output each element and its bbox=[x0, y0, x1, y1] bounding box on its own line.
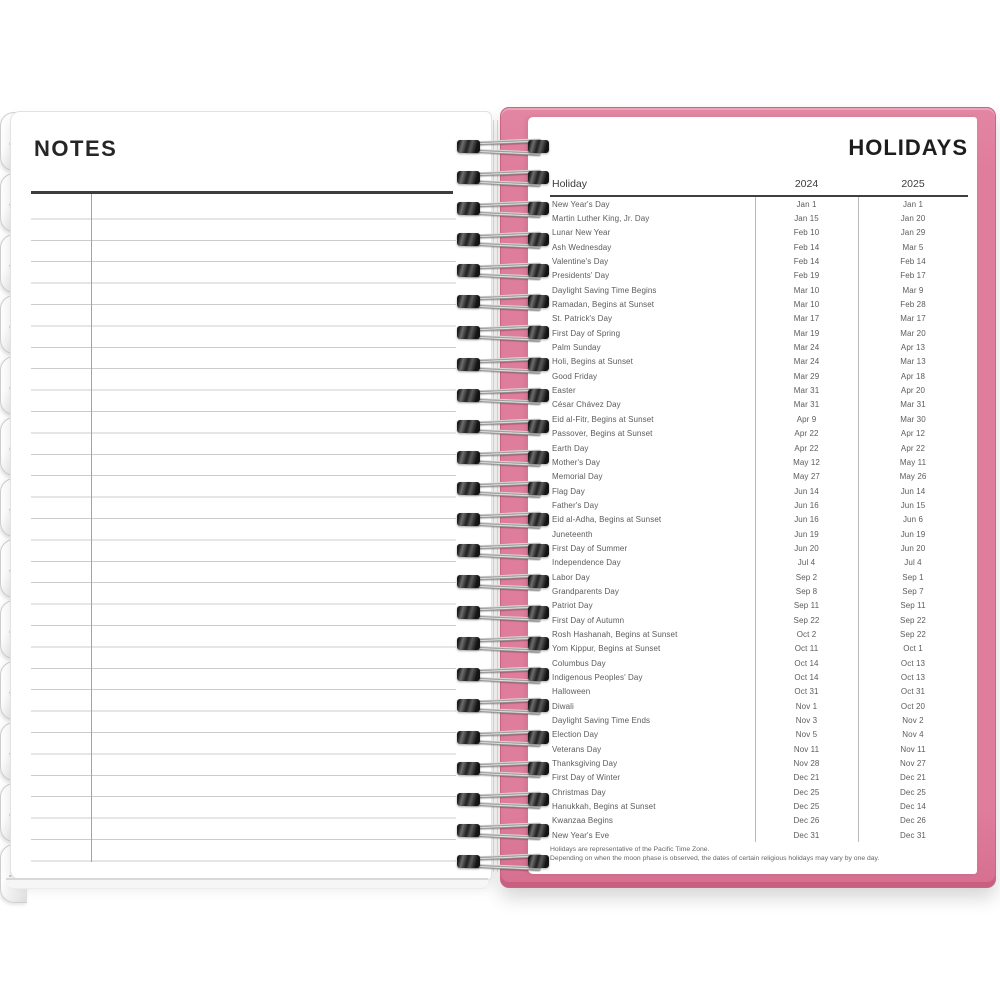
holiday-row bbox=[550, 484, 968, 498]
holiday-row bbox=[550, 498, 968, 512]
holiday-row bbox=[550, 312, 968, 326]
date-2024: Nov 11 bbox=[793, 744, 820, 754]
date-2025: Nov 27 bbox=[900, 759, 926, 769]
spiral-loop bbox=[457, 388, 549, 404]
spiral-loop bbox=[457, 636, 549, 652]
holiday-name: First Day of Winter bbox=[552, 773, 621, 783]
holiday-row bbox=[550, 254, 968, 268]
date-2024: Sep 11 bbox=[793, 601, 820, 611]
date-2024: Jul 4 bbox=[797, 558, 816, 568]
date-2025: Oct 1 bbox=[903, 644, 923, 654]
date-2025: Jun 20 bbox=[900, 543, 926, 553]
holiday-name: Memorial Day bbox=[552, 472, 603, 482]
date-2024: Jun 16 bbox=[794, 500, 819, 510]
spiral-loop bbox=[457, 325, 549, 341]
ruled-lines bbox=[31, 198, 456, 864]
date-2024: Jun 16 bbox=[794, 515, 819, 525]
date-2025: Sep 11 bbox=[900, 601, 926, 611]
date-2024: Oct 2 bbox=[796, 629, 817, 639]
notes-page-title: NOTES bbox=[34, 136, 118, 161]
date-2024: Oct 14 bbox=[794, 658, 819, 668]
holiday-name: Veterans Day bbox=[552, 744, 602, 754]
spiral-loop bbox=[457, 450, 549, 466]
date-2024: Oct 31 bbox=[794, 687, 819, 697]
date-2024: Feb 10 bbox=[793, 228, 820, 238]
holiday-row bbox=[550, 211, 968, 225]
spiral-loop bbox=[457, 357, 549, 373]
margin-line bbox=[91, 194, 92, 862]
holiday-name: Yom Kippur, Begins at Sunset bbox=[552, 644, 661, 654]
column-divider bbox=[755, 197, 756, 842]
holiday-row bbox=[550, 656, 968, 670]
date-2024: Mar 31 bbox=[793, 386, 820, 396]
date-2024: Sep 8 bbox=[795, 586, 818, 596]
spiral-loop bbox=[457, 761, 549, 777]
holiday-row bbox=[550, 728, 968, 742]
date-2025: Apr 13 bbox=[900, 343, 926, 353]
date-2024: Oct 11 bbox=[794, 644, 819, 654]
date-2025: Mar 30 bbox=[900, 414, 926, 424]
holiday-name: Indigenous Peoples' Day bbox=[552, 673, 643, 683]
holiday-name: St. Patrick's Day bbox=[552, 314, 613, 324]
date-2025: Oct 13 bbox=[900, 658, 926, 668]
date-2025: May 11 bbox=[899, 457, 927, 467]
holiday-name: Independence Day bbox=[552, 558, 621, 568]
holiday-row bbox=[550, 412, 968, 426]
date-2025: Mar 13 bbox=[900, 357, 926, 367]
date-2024: Mar 10 bbox=[793, 300, 820, 310]
holiday-row bbox=[550, 383, 968, 397]
date-2024: Mar 29 bbox=[793, 371, 820, 381]
holiday-row bbox=[550, 240, 968, 254]
holiday-row bbox=[550, 742, 968, 756]
spiral-loop bbox=[457, 481, 549, 497]
holidays-page-title: HOLIDAYS bbox=[848, 135, 968, 160]
holiday-row bbox=[550, 355, 968, 369]
holiday-row bbox=[550, 799, 968, 813]
holiday-name: Passover, Begins at Sunset bbox=[552, 429, 653, 439]
date-2024: Dec 25 bbox=[793, 802, 820, 812]
date-2025: Nov 2 bbox=[902, 716, 924, 726]
date-2024: Apr 22 bbox=[794, 429, 819, 439]
holidays-table-header bbox=[550, 176, 968, 195]
date-2024: Mar 10 bbox=[793, 285, 820, 295]
holiday-name: Daylight Saving Time Ends bbox=[552, 716, 651, 726]
spiral-binding bbox=[457, 0, 549, 1000]
holiday-row bbox=[550, 699, 968, 713]
date-2025: Mar 31 bbox=[900, 400, 926, 410]
date-2024: Feb 14 bbox=[793, 257, 820, 267]
spiral-loop bbox=[457, 667, 549, 683]
date-2024: Sep 2 bbox=[795, 572, 818, 582]
date-2024: Apr 22 bbox=[794, 443, 819, 453]
holiday-name: Thanksgiving Day bbox=[552, 759, 618, 769]
holiday-row bbox=[550, 527, 968, 541]
date-2025: Jun 14 bbox=[900, 486, 926, 496]
holiday-name: Election Day bbox=[552, 730, 599, 740]
holiday-name: First Day of Summer bbox=[552, 543, 628, 553]
holiday-name: Easter bbox=[552, 386, 576, 396]
notes-page bbox=[10, 111, 492, 880]
date-2025: Nov 11 bbox=[900, 744, 926, 754]
spiral-loop bbox=[457, 730, 549, 746]
holiday-name: Ramadan, Begins at Sunset bbox=[552, 300, 655, 310]
holiday-name: Martin Luther King, Jr. Day bbox=[552, 214, 650, 224]
date-2024: Jun 20 bbox=[794, 543, 819, 553]
holiday-name: Eid al-Fitr, Begins at Sunset bbox=[552, 414, 654, 424]
date-2024: Mar 19 bbox=[793, 328, 820, 338]
date-2024: Nov 1 bbox=[795, 701, 818, 711]
spiral-loop bbox=[457, 232, 549, 248]
holiday-name: New Year's Day bbox=[552, 199, 610, 209]
holiday-row bbox=[550, 441, 968, 455]
date-2024: Feb 19 bbox=[793, 271, 820, 281]
date-2024: Mar 31 bbox=[793, 400, 820, 410]
date-2025: Mar 9 bbox=[902, 285, 924, 295]
holiday-name: First Day of Spring bbox=[552, 328, 621, 338]
spiral-loop bbox=[457, 605, 549, 621]
holiday-row bbox=[550, 340, 968, 354]
date-2025: Dec 14 bbox=[900, 802, 926, 812]
holiday-row bbox=[550, 627, 968, 641]
date-2024: Jan 1 bbox=[796, 199, 817, 209]
date-2024: Apr 9 bbox=[796, 414, 817, 424]
date-2025: Jan 1 bbox=[902, 199, 924, 209]
date-2024: Dec 21 bbox=[793, 773, 820, 783]
date-2024: Nov 3 bbox=[795, 716, 818, 726]
holiday-name: Flag Day bbox=[552, 486, 585, 496]
holiday-name: Mother's Day bbox=[552, 457, 601, 467]
holiday-row bbox=[550, 756, 968, 770]
date-2025: Mar 17 bbox=[900, 314, 926, 324]
date-2024: Mar 17 bbox=[793, 314, 820, 324]
date-2024: Feb 14 bbox=[793, 242, 820, 252]
holiday-row bbox=[550, 584, 968, 598]
date-2025: Dec 25 bbox=[900, 787, 926, 797]
date-2025: Apr 18 bbox=[900, 371, 926, 381]
holiday-name: Ash Wednesday bbox=[552, 242, 612, 252]
spiral-loop bbox=[457, 419, 549, 435]
date-2025: Feb 14 bbox=[900, 257, 926, 267]
holidays-table-body bbox=[550, 197, 968, 842]
date-2025: Sep 7 bbox=[902, 586, 924, 596]
holiday-row bbox=[550, 269, 968, 283]
date-2025: Mar 20 bbox=[900, 328, 926, 338]
holiday-row bbox=[550, 297, 968, 311]
holiday-name: Rosh Hashanah, Begins at Sunset bbox=[552, 629, 678, 639]
date-2025: Sep 22 bbox=[900, 615, 926, 625]
holiday-name: Palm Sunday bbox=[552, 343, 601, 353]
date-2025: Apr 22 bbox=[900, 443, 926, 453]
footnote-line: Holidays are representative of the Pacific Time Zone. bbox=[550, 846, 710, 854]
spiral-loop bbox=[457, 263, 549, 279]
date-2025: Jul 4 bbox=[904, 558, 922, 568]
date-2024: Mar 24 bbox=[793, 357, 820, 367]
date-2025: Oct 20 bbox=[900, 701, 926, 711]
holidays-page bbox=[528, 117, 977, 874]
date-2024: Dec 31 bbox=[793, 830, 820, 840]
date-2024: Sep 22 bbox=[793, 615, 820, 625]
date-2024: Oct 14 bbox=[794, 673, 819, 683]
date-2025: Jan 29 bbox=[900, 228, 926, 238]
holiday-row bbox=[550, 713, 968, 727]
footnote-line: Depending on when the moon phase is observed, the dates of certain religious holidays may vary by one day. bbox=[550, 855, 880, 863]
date-2024: Jun 14 bbox=[794, 486, 819, 496]
holiday-name: Halloween bbox=[552, 687, 591, 697]
date-2024: Nov 28 bbox=[793, 759, 820, 769]
date-2025: Jan 20 bbox=[900, 214, 926, 224]
page-stack-edge bbox=[6, 878, 488, 889]
date-2025: Feb 17 bbox=[900, 271, 926, 281]
holiday-name: Father's Day bbox=[552, 500, 599, 510]
header-2025: 2025 bbox=[901, 178, 925, 190]
spiral-loop bbox=[457, 574, 549, 590]
spiral-loop bbox=[457, 792, 549, 808]
date-2025: Feb 28 bbox=[900, 300, 926, 310]
spiral-loop bbox=[457, 854, 549, 870]
holiday-row bbox=[550, 427, 968, 441]
holiday-name: Juneteenth bbox=[552, 529, 593, 539]
date-2024: Jun 19 bbox=[794, 529, 819, 539]
spiral-loop bbox=[457, 823, 549, 839]
holiday-row bbox=[550, 470, 968, 484]
holiday-name: First Day of Autumn bbox=[552, 615, 625, 625]
date-2024: May 27 bbox=[793, 472, 820, 482]
date-2024: Dec 25 bbox=[793, 787, 820, 797]
holiday-row bbox=[550, 785, 968, 799]
date-2025: Nov 4 bbox=[902, 730, 924, 740]
holiday-name: Hanukkah, Begins at Sunset bbox=[552, 802, 656, 812]
holiday-row bbox=[550, 369, 968, 383]
holiday-name: Holi, Begins at Sunset bbox=[552, 357, 633, 367]
spiral-loop bbox=[457, 170, 549, 186]
date-2024: Mar 24 bbox=[793, 343, 820, 353]
holiday-name: Columbus Day bbox=[552, 658, 606, 668]
holiday-name: Presidents' Day bbox=[552, 271, 610, 281]
notes-title-rule bbox=[31, 191, 453, 194]
date-2025: Jun 19 bbox=[900, 529, 926, 539]
spiral-loop bbox=[457, 698, 549, 714]
holiday-row bbox=[550, 670, 968, 684]
date-2025: May 26 bbox=[899, 472, 927, 482]
date-2025: Sep 1 bbox=[902, 572, 924, 582]
spiral-loop bbox=[457, 294, 549, 310]
date-2025: Apr 12 bbox=[900, 429, 926, 439]
date-2025: Apr 20 bbox=[900, 386, 926, 396]
date-2025: Dec 21 bbox=[900, 773, 926, 783]
date-2024: May 12 bbox=[793, 457, 820, 467]
holiday-name: César Chávez Day bbox=[552, 400, 621, 410]
date-2025: Jun 15 bbox=[900, 500, 926, 510]
spiral-loop bbox=[457, 201, 549, 217]
holiday-row bbox=[550, 455, 968, 469]
date-2024: Dec 26 bbox=[793, 816, 820, 826]
holiday-row bbox=[550, 814, 968, 828]
holiday-name: Lunar New Year bbox=[552, 228, 611, 238]
holiday-row bbox=[550, 613, 968, 627]
holiday-row bbox=[550, 642, 968, 656]
holiday-name: New Year's Eve bbox=[552, 830, 610, 840]
holidays-footnotes bbox=[550, 846, 968, 863]
column-divider bbox=[858, 197, 859, 842]
header-2024: 2024 bbox=[794, 178, 819, 190]
holiday-name: Diwali bbox=[552, 701, 574, 711]
holiday-row bbox=[550, 828, 968, 842]
holiday-name: Valentine's Day bbox=[552, 257, 609, 267]
spiral-loop bbox=[457, 543, 549, 559]
holiday-name: Earth Day bbox=[552, 443, 589, 453]
spiral-loop bbox=[457, 512, 549, 528]
date-2025: Dec 31 bbox=[900, 830, 926, 840]
holiday-name: Christmas Day bbox=[552, 787, 606, 797]
holiday-name: Patriot Day bbox=[552, 601, 593, 611]
holiday-name: Labor Day bbox=[552, 572, 590, 582]
holiday-row bbox=[550, 197, 968, 211]
holiday-name: Good Friday bbox=[552, 371, 598, 381]
holiday-row bbox=[550, 513, 968, 527]
spiral-loop bbox=[457, 139, 549, 155]
holiday-row bbox=[550, 226, 968, 240]
holidays-table bbox=[550, 176, 968, 864]
holiday-row bbox=[550, 326, 968, 340]
date-2025: Dec 26 bbox=[900, 816, 926, 826]
holiday-row bbox=[550, 541, 968, 555]
date-2024: Jan 15 bbox=[794, 214, 819, 224]
holiday-row bbox=[550, 771, 968, 785]
holiday-name: Kwanzaa Begins bbox=[552, 816, 613, 826]
holiday-row bbox=[550, 599, 968, 613]
date-2024: Nov 5 bbox=[795, 730, 818, 740]
date-2025: Mar 5 bbox=[902, 242, 924, 252]
holiday-row bbox=[550, 398, 968, 412]
date-2025: Sep 22 bbox=[900, 629, 926, 639]
holiday-row bbox=[550, 685, 968, 699]
holiday-name: Grandparents Day bbox=[552, 586, 619, 596]
header-holiday: Holiday bbox=[552, 178, 588, 190]
holiday-row bbox=[550, 570, 968, 584]
holiday-row bbox=[550, 283, 968, 297]
date-2025: Oct 13 bbox=[900, 673, 926, 683]
date-2025: Oct 31 bbox=[900, 687, 926, 697]
holiday-row bbox=[550, 556, 968, 570]
date-2025: Jun 6 bbox=[902, 515, 924, 525]
holiday-name: Eid al-Adha, Begins at Sunset bbox=[552, 515, 662, 525]
holiday-name: Daylight Saving Time Begins bbox=[552, 285, 657, 295]
